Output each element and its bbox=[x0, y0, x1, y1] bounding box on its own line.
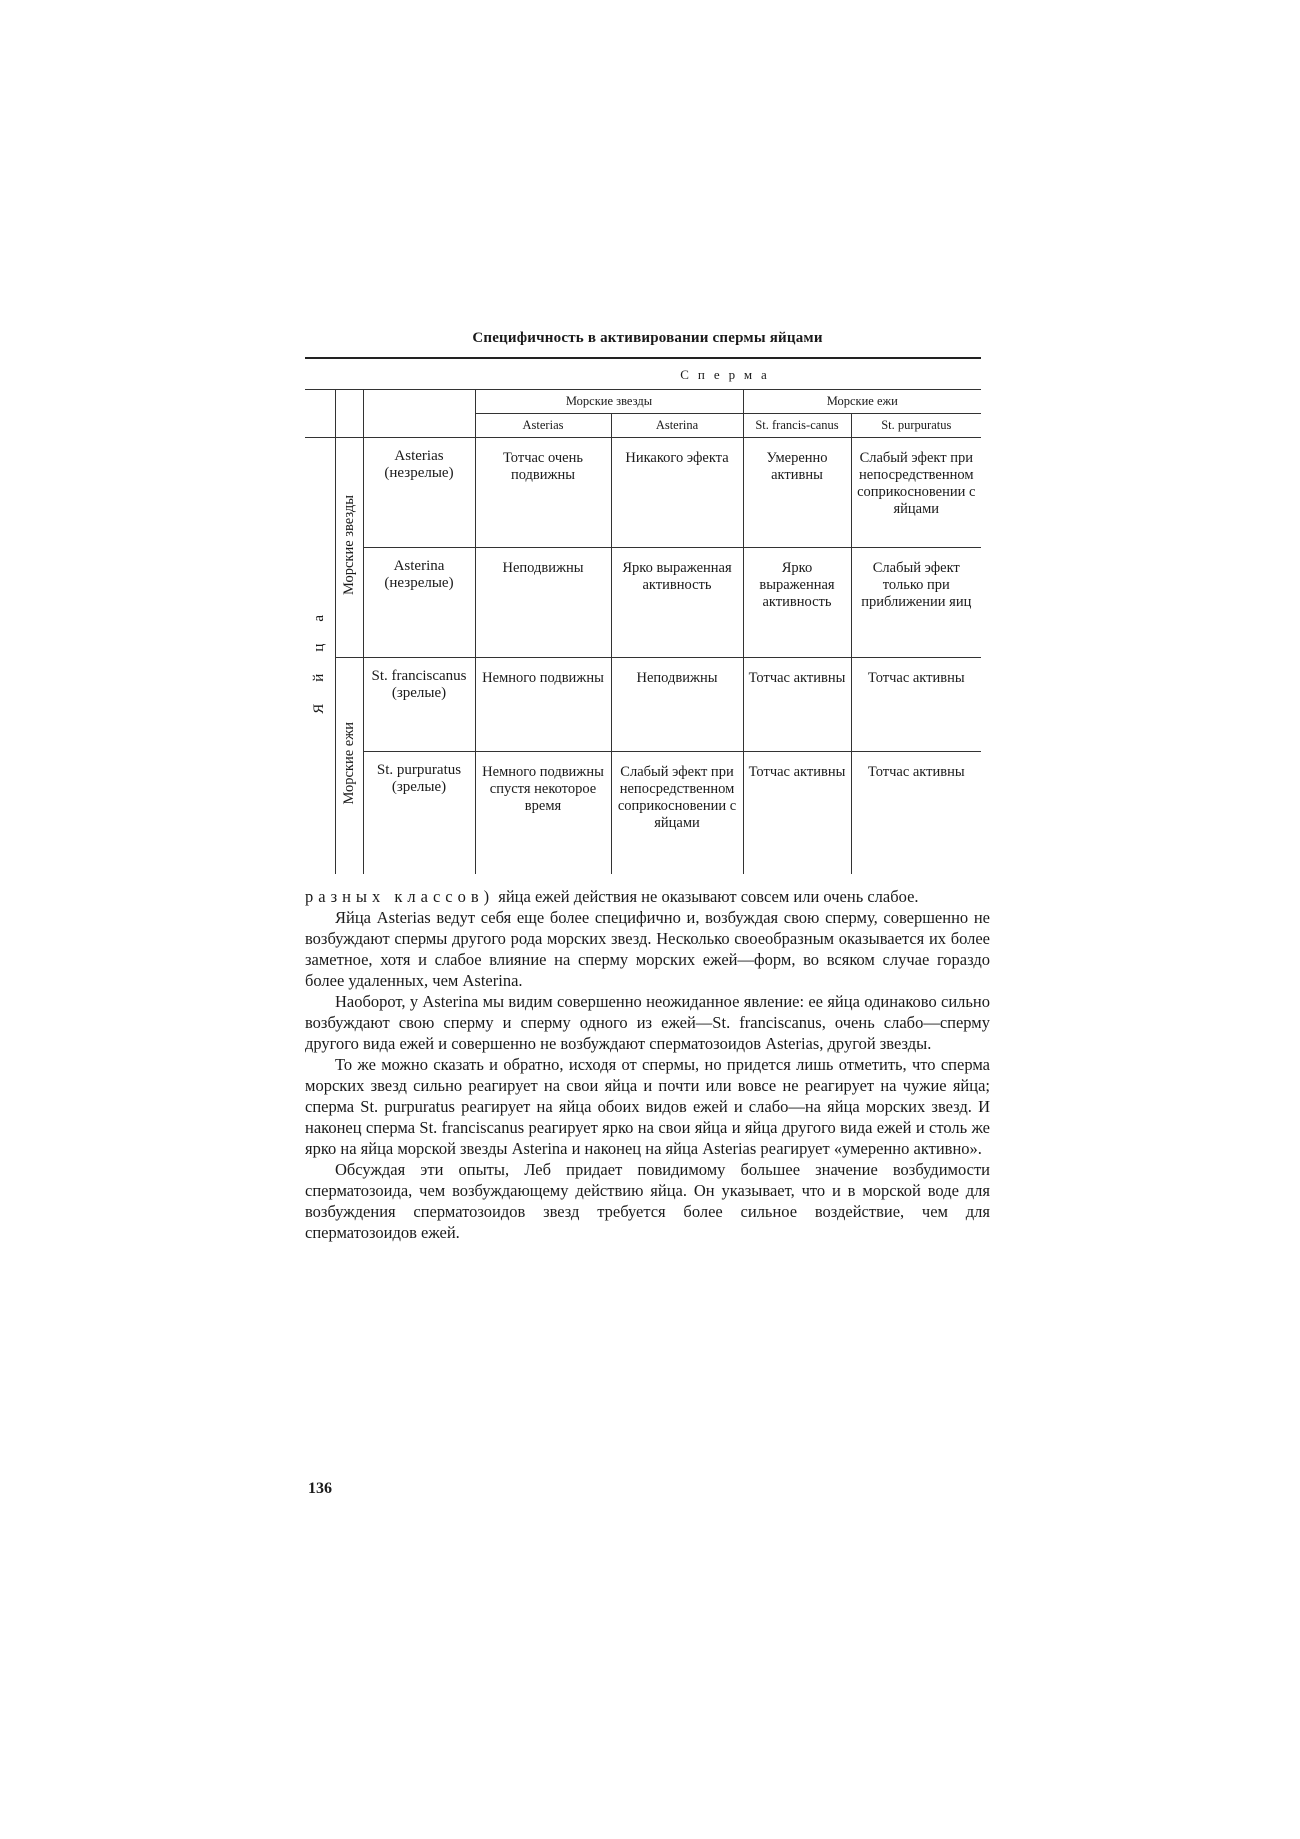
row-label-asterias: Asterias (незрелые) bbox=[363, 438, 475, 548]
col-header-asterina: Asterina bbox=[611, 414, 743, 438]
table-cell: Тотчас активны bbox=[851, 658, 981, 752]
paragraph: Яйца Asterias ведут себя еще более специфично и, возбуждая свою сперму, совершенно не возбуждают спермы другого рода морских звезд. Несколько своеобразным оказывается их более заметное, хотя и слабое влияние на сперму морских ежей—форм, во всяком случае гораздо более удаленных, чем Asterina. bbox=[305, 907, 990, 990]
corner-cell-3 bbox=[363, 390, 475, 438]
table-row bbox=[305, 658, 981, 752]
paragraph: То же можно сказать и обратно, исходя от спермы, но придется лишь отметить, что сперма морских звезд сильно реагирует на свои яйца и почти или вовсе не реагирует на чужие яйца; сперма St. purpuratus реагирует на яйца обоих видов ежей и слабо—на яйца морских звезд. И наконец сперма St. franciscanus реагирует ярко на свои яйца и яйца другого вида ежей и столь же ярко на яйца морской звезды Asterina и наконец на яйца Asterias реагирует «умеренно активно». bbox=[305, 1054, 990, 1158]
table-cell: Умеренно активны bbox=[743, 438, 851, 548]
paragraph bbox=[305, 886, 990, 907]
table-cell: Ярко выраженная активность bbox=[743, 548, 851, 658]
paragraph: Наоборот, у Asterina мы видим совершенно неожиданное явление: ее яйца одинаково сильно возбуждают свою сперму и сперму одного из ежей—St. franciscanus, очень слабо—сперму другого вида ежей и совершенно не возбуждают сперматозоидов Asterias, другой звезды. bbox=[305, 991, 990, 1053]
group-header-sea-stars: Морские звезды bbox=[475, 390, 743, 414]
table-cell: Тотчас активны bbox=[851, 752, 981, 874]
table-cell: Тотчас очень подвижны bbox=[475, 438, 611, 548]
corner-blank bbox=[305, 358, 475, 390]
page-number: 136 bbox=[308, 1480, 332, 1497]
table-cell: Ярко выраженная активность bbox=[611, 548, 743, 658]
col-header-asterias: Asterias bbox=[475, 414, 611, 438]
table-cell: Тотчас активны bbox=[743, 752, 851, 874]
paragraph-text: яйца ежей действия не оказывают совсем или очень слабое. bbox=[494, 886, 919, 906]
corner-cell-1 bbox=[305, 390, 335, 438]
col-header-st-franciscanus: St. francis-canus bbox=[743, 414, 851, 438]
row-group-sea-stars bbox=[335, 438, 363, 658]
table-cell: Никакого эфекта bbox=[611, 438, 743, 548]
sperm-header: Сперма bbox=[475, 358, 981, 390]
row-group-sea-stars-text: Морские звезды bbox=[340, 494, 357, 596]
spaced-text: разных классов) bbox=[305, 886, 495, 906]
table-cell: Тотчас активны bbox=[743, 658, 851, 752]
row-label-st-franciscanus: St. franciscanus (зрелые) bbox=[363, 658, 475, 752]
page-content bbox=[305, 330, 990, 1243]
table-title: Специфичность в активировании спермы яйцами bbox=[472, 330, 823, 346]
table-row bbox=[305, 438, 981, 548]
row-group-sea-urchins-text: Морские ежи bbox=[340, 721, 357, 805]
table-row bbox=[305, 548, 981, 658]
row-label-st-purpuratus: St. purpuratus (зрелые) bbox=[363, 752, 475, 874]
sperm-header-row bbox=[305, 358, 981, 390]
table-cell: Слабый эфект при непосредственном соприкосновении с яйцами bbox=[851, 438, 981, 548]
row-group-sea-urchins bbox=[335, 658, 363, 874]
paragraph: Обсуждая эти опыты, Леб придает повидимому большее значение возбудимости сперматозоида, чем возбуждающему действию яйца. Он указывает, что и в морской воде для возбуждения сперматозоидов звезд требуется более сильное воздействие, чем для сперматозоидов ежей. bbox=[305, 1159, 990, 1242]
row-label-asterina: Asterina (незрелые) bbox=[363, 548, 475, 658]
table-cell: Слабый эфект при непосредственном соприкосновении с яйцами bbox=[611, 752, 743, 874]
corner-cell-2 bbox=[335, 390, 363, 438]
table-cell: Неподвижны bbox=[611, 658, 743, 752]
table-cell: Неподвижны bbox=[475, 548, 611, 658]
group-header-row bbox=[305, 390, 981, 414]
table-cell: Немного подвижны bbox=[475, 658, 611, 752]
specificity-table bbox=[305, 357, 981, 874]
col-header-st-purpuratus: St. purpuratus bbox=[851, 414, 981, 438]
table-cell: Слабый эфект только при приближении яиц bbox=[851, 548, 981, 658]
group-header-sea-urchins: Морские ежи bbox=[743, 390, 981, 414]
table-row bbox=[305, 752, 981, 874]
body-text bbox=[305, 886, 990, 1243]
eggs-label-text: Яйца bbox=[311, 592, 328, 714]
eggs-vertical-label bbox=[305, 438, 335, 874]
table-cell: Немного подвижны спустя некоторое время bbox=[475, 752, 611, 874]
